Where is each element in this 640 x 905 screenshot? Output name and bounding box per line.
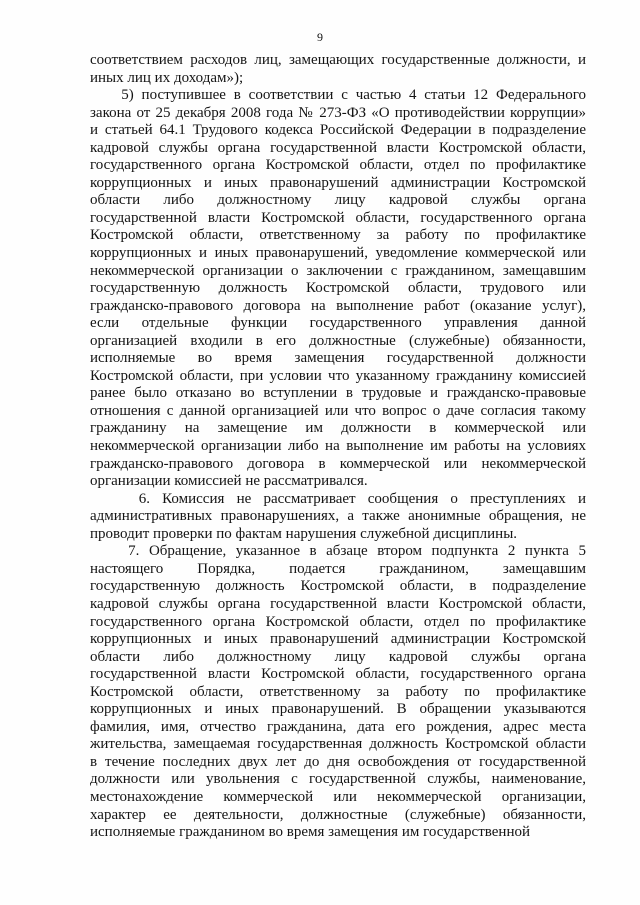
text-line: коррупционных и иных правонарушений, уведомление коммерческой или xyxy=(90,245,586,262)
text-line: закона от 25 декабря 2008 года № 273-ФЗ «О противодействии коррупции» xyxy=(90,104,586,121)
text-line: исполняемые во время замещения государственной должности xyxy=(90,350,586,367)
text-line: характер ее деятельности, должностные (служебные) обязанности, xyxy=(90,806,586,823)
text-line: фамилия, имя, отчество гражданина, дата его рождения, адрес места xyxy=(90,718,586,735)
text-line: ранее было отказано во вступлении в трудовые и гражданско-правовые xyxy=(90,385,586,402)
text-line: 5) поступившее в соответствии с частью 4 статьи 12 Федерального xyxy=(90,87,586,104)
text-line: области либо должностному лицу кадровой службы органа xyxy=(90,192,586,209)
text-line: государственную должность Костромской области, трудового или xyxy=(90,280,586,297)
text-line: коррупционных и иных правонарушений администрации Костромской xyxy=(90,631,586,648)
text-line: гражданско-правового договора в коммерческой или некоммерческой xyxy=(90,455,586,472)
text-line: кадровой службы органа государственной власти Костромской области, xyxy=(90,595,586,612)
text-line: жительства, замещаемая государственная должность Костромской области xyxy=(90,736,586,753)
text-line: в течение последних двух лет до дня освобождения от государственной xyxy=(90,753,586,770)
text-line: некоммерческой организации либо на выполнение им работы на условиях xyxy=(90,438,586,455)
text-line: кадровой службы органа государственной власти Костромской области, xyxy=(90,139,586,156)
text-line: некоммерческой организации о заключении с гражданином, замещавшим xyxy=(90,262,586,279)
text-line: соответствием расходов лиц, замещающих государственные должности, и xyxy=(90,52,586,68)
text-line: организации комиссией не рассматривался. xyxy=(90,473,368,490)
text-line: должности или увольнения с государственной службы, наименование, xyxy=(90,771,586,788)
text-line: проводит проверки по фактам нарушения служебной дисциплины. xyxy=(90,525,518,542)
text-line: 6. Комиссия не рассматривает сообщения о преступлениях и xyxy=(90,490,586,507)
paragraph xyxy=(90,52,586,87)
paragraph xyxy=(90,491,586,544)
text-line: 7. Обращение, указанное в абзаце втором подпункта 2 пункта 5 xyxy=(90,543,586,560)
text-line: если отдельные функции государственного управления данной xyxy=(90,315,586,332)
page-number: 9 xyxy=(317,30,323,44)
paragraph xyxy=(90,543,586,841)
text-line: гражданину на замещение им должности в коммерческой или xyxy=(90,420,586,437)
text-line: гражданско-правового договора на выполнение работ (оказание услуг), xyxy=(90,297,586,314)
text-line: Костромской области, ответственному за работу по профилактике xyxy=(90,227,586,244)
text-line: и статьей 64.1 Трудового кодекса Российской Федерации в подразделение xyxy=(90,122,586,139)
text-line: Костромской области, при условии что указанному гражданину комиссией xyxy=(90,367,586,384)
text-line: коррупционных и иных правонарушений. В обращении указываются xyxy=(90,701,586,718)
text-line: государственной власти Костромской области, государственного органа xyxy=(90,209,586,226)
paragraph xyxy=(90,87,586,491)
text-line: коррупционных и иных правонарушений администрации Костромской xyxy=(90,174,586,191)
text-line: организацией входили в его должностные (служебные) обязанности, xyxy=(90,332,586,349)
text-line: государственной власти Костромской области, государственного органа xyxy=(90,666,586,683)
document-text xyxy=(90,52,586,842)
text-line: административных правонарушениях, а также анонимные обращения, не xyxy=(90,508,586,525)
text-line: Костромской области, ответственному за работу по профилактике xyxy=(90,683,586,700)
text-line: иных лиц их доходам»); xyxy=(90,69,244,86)
text-line: области либо должностному лицу кадровой службы органа xyxy=(90,648,586,665)
text-line: государственного органа Костромской области, отдел по профилактике xyxy=(90,613,586,630)
text-line: отношения с данной организацией или что вопрос о даче согласия такому xyxy=(90,402,586,419)
text-line: настоящего Порядка, подается гражданином, замещавшим xyxy=(90,560,586,577)
text-line: государственного органа Костромской области, отдел по профилактике xyxy=(90,157,586,174)
text-line: государственную должность Костромской области, в подразделение xyxy=(90,578,586,595)
text-line: местонахождение коммерческой или некоммерческой организации, xyxy=(90,788,586,805)
text-line: исполняемые гражданином во время замещения им государственной xyxy=(90,824,530,841)
